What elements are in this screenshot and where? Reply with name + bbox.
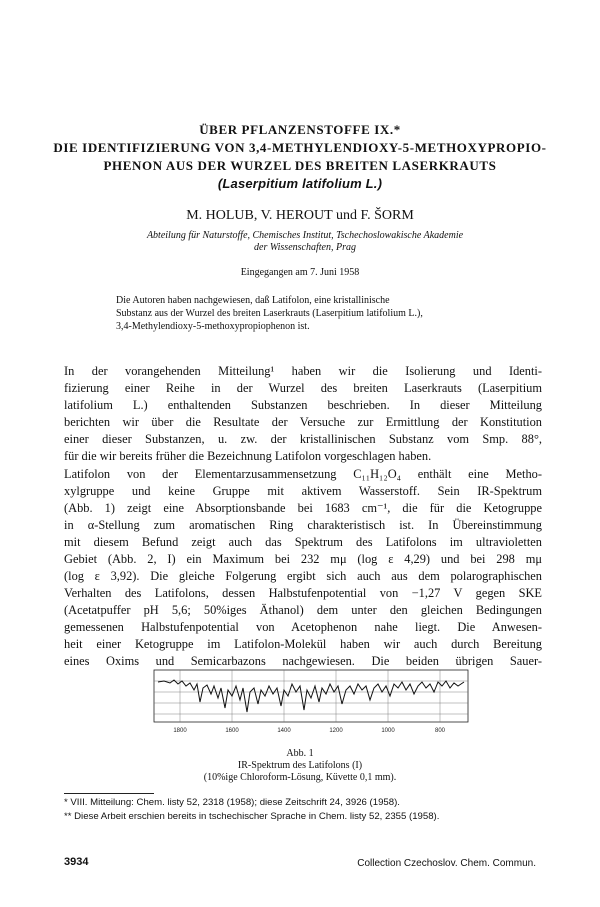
authors: M. HOLUB, V. HEROUT und F. ŠORM (186, 208, 414, 223)
spectrum-trace (158, 680, 464, 712)
spectrum-axis-labels (173, 728, 445, 734)
body-line: mit diesem Befund zeigt auch das Spektrum des Latifolons im ultravioletten (64, 535, 542, 549)
axis-label: 1600 (225, 728, 239, 734)
body-line: für die wir bereits früher die Bezeichnung Latifolon vorgeschlagen haben. (64, 449, 432, 463)
body-line: eines Oxims und Semicarbazons nachgewiesen. Die beiden übrigen Sauer- (64, 654, 542, 668)
title-line-4: (Laserpitium latifolium L.) (217, 176, 383, 191)
body-line: (Abb. 1) zeigt eine Absorptionsbande bei 1683 cm⁻¹, die für die Ketogruppe (64, 501, 542, 515)
title-line-3: PHENON AUS DER WURZEL DES BREITEN LASERKRAUTS (103, 158, 497, 173)
body-line: (Acetatpuffer pH 5,6; 50%iges Äthanol) dem unter den gleichen Bedingungen (64, 603, 542, 617)
footnote: ** Diese Arbeit erschien bereits in tschechischer Sprache in Chem. listy 52, 2355 (1958). (64, 811, 440, 822)
abstract-line: 3,4-Methylendioxy-5-methoxypropiophenon ist. (116, 321, 310, 332)
axis-label: 800 (434, 728, 446, 734)
body-line: fizierung einer Reihe in der Wurzel des breiten Laserkrauts (Laserpitium (64, 381, 542, 395)
body-line: Latifolon von der Elementarzusammensetzung C₁₁H₁₂O₄ enthält eine Metho- (64, 467, 542, 481)
body-line: latifolium L.) enthaltenden Substanzen beschrieben. In dieser Mitteilung (64, 398, 542, 412)
axis-label: 1800 (173, 728, 187, 734)
abstract-line: Die Autoren haben nachgewiesen, daß Latifolon, eine kristallinische (116, 295, 390, 306)
page-number: 3934 (64, 856, 89, 868)
body-line: heit einer Ketogruppe im Latifolon-Molekül haben wir auch durch Bereitung (64, 637, 542, 651)
body-line: xylgruppe und keine Gruppe mit aktivem Wasserstoff. Sein IR-Spektrum (64, 484, 542, 498)
body-line: in α-Stellung zum aromatischen Ring charakteristisch ist. In Übereinstimmung (64, 518, 542, 532)
figure-caption-note: (10%ige Chloroform-Lösung, Küvette 0,1 mm). (203, 772, 397, 783)
body-line: Gebiet (Abb. 2, I) ein Maximum bei 232 mμ (log ε 4,29) und bei 298 mμ (64, 552, 542, 566)
ir-spectrum-figure (150, 666, 472, 738)
abstract-line: Substanz aus der Wurzel des breiten Laserkrauts (Laserpitium latifolium L.), (116, 308, 423, 319)
body-line: gemessenen Halbstufenpotential von Acetophenon nahe liegt. Die Anwesen- (64, 620, 542, 634)
axis-label: 1400 (277, 728, 291, 734)
title-line-2: DIE IDENTIFIZIERUNG VON 3,4-METHYLENDIOXY-5-METHOXYPROPIO- (53, 140, 547, 155)
footnote: * VIII. Mitteilung: Chem. listy 52, 2318 (1958); diese Zeitschrift 24, 3926 (1958). (64, 797, 400, 808)
body-line: Verhalten des Latifolons, dessen Halbstufenpotential von −1,27 V gegen SKE (64, 586, 542, 600)
title-line-1: ÜBER PFLANZENSTOFFE IX.* (199, 122, 401, 137)
body-line: einer dieser Substanzen, u. zw. der kristallinischen Substanz vom Smp. 88°, (64, 432, 542, 446)
body-line: (log ε 3,92). Die gleiche Folgerung ergibt sich auch aus dem polarographischen (64, 569, 542, 583)
axis-label: 1000 (381, 728, 395, 734)
body-line: In der vorangehenden Mitteilung¹ haben wir die Isolierung und Identi- (64, 364, 542, 378)
journal-name: Collection Czechoslov. Chem. Commun. (357, 858, 536, 869)
body-line: berichten wir über die Resultate der Versuche zur Ermittlung der Konstitution (64, 415, 542, 429)
affiliation-line-1: Abteilung für Naturstoffe, Chemisches Institut, Tschechoslowakische Akademie (146, 230, 464, 241)
axis-label: 1200 (329, 728, 343, 734)
footnote-divider (64, 793, 154, 794)
affiliation-line-2: der Wissenschaften, Prag (254, 242, 356, 253)
figure-caption-label: Abb. 1 (286, 748, 314, 759)
figure-caption-title: IR-Spektrum des Latifolons (I) (237, 760, 363, 771)
received-date: Eingegangen am 7. Juni 1958 (240, 267, 360, 278)
